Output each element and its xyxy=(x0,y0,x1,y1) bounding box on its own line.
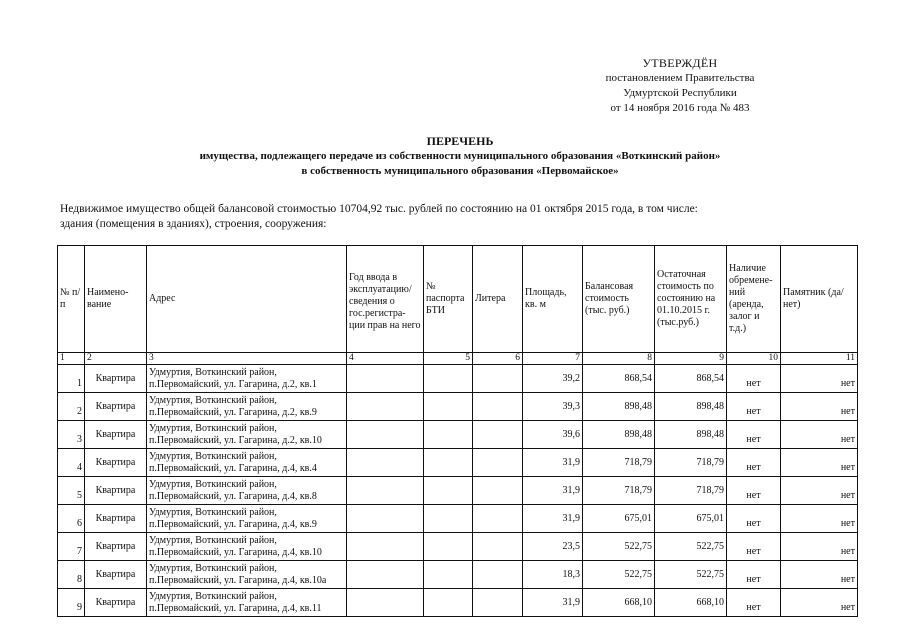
year-cell xyxy=(347,365,424,393)
approval-line: Удмуртской Республики xyxy=(623,87,737,99)
approval-block xyxy=(560,56,800,116)
approval-date-line: от 14 ноября 2016 года № 483 xyxy=(610,102,750,114)
letter-cell xyxy=(473,421,523,449)
column-number: 11 xyxy=(781,353,858,365)
approval-line: постановлением Правительства xyxy=(605,72,755,84)
bti-passport-cell xyxy=(424,589,473,617)
balance-value: 718,79 xyxy=(583,449,655,477)
encumbrance-value: нет xyxy=(727,365,781,393)
address-cell xyxy=(147,449,347,477)
column-header: Памятник (да/нет) xyxy=(781,246,858,353)
letter-cell xyxy=(473,477,523,505)
table-row xyxy=(58,561,858,589)
address-cell xyxy=(147,589,347,617)
row-number: 7 xyxy=(58,533,85,561)
column-number: 3 xyxy=(147,353,347,365)
address-line: п.Первомайский, ул. Гагарина, д.4, кв.4 xyxy=(149,462,317,474)
address-line: Удмуртия, Воткинский район, xyxy=(149,534,277,546)
intro-line: здания (помещения в зданиях), строения, сооружения: xyxy=(60,218,327,230)
balance-value: 675,01 xyxy=(583,505,655,533)
row-number: 9 xyxy=(58,589,85,617)
row-number: 5 xyxy=(58,477,85,505)
address-line: Удмуртия, Воткинский район, xyxy=(149,562,277,574)
year-cell xyxy=(347,505,424,533)
encumbrance-value: нет xyxy=(727,589,781,617)
encumbrance-value: нет xyxy=(727,421,781,449)
column-header: Наимено-вание xyxy=(85,246,147,353)
address-cell xyxy=(147,393,347,421)
column-header: Балансовая стоимость (тыс. руб.) xyxy=(583,246,655,353)
residual-value: 718,79 xyxy=(655,449,727,477)
year-cell xyxy=(347,561,424,589)
address-line: п.Первомайский, ул. Гагарина, д.4, кв.8 xyxy=(149,490,317,502)
bti-passport-cell xyxy=(424,505,473,533)
column-number: 5 xyxy=(424,353,473,365)
table-row xyxy=(58,533,858,561)
document-subtitle: имущества, подлежащего передаче из собственности муниципального образования «Воткинский район» xyxy=(199,150,721,162)
column-number: 7 xyxy=(523,353,583,365)
address-line: п.Первомайский, ул. Гагарина, д.4, кв.9 xyxy=(149,518,317,530)
row-number: 1 xyxy=(58,365,85,393)
column-number: 8 xyxy=(583,353,655,365)
table-header-row xyxy=(58,246,858,353)
row-number: 2 xyxy=(58,393,85,421)
address-line: Удмуртия, Воткинский район, xyxy=(149,506,277,518)
column-number: 2 xyxy=(85,353,147,365)
monument-value: нет xyxy=(781,561,858,589)
monument-value: нет xyxy=(781,477,858,505)
bti-passport-cell xyxy=(424,393,473,421)
table-row xyxy=(58,505,858,533)
area-value: 31,9 xyxy=(523,477,583,505)
column-number: 4 xyxy=(347,353,424,365)
object-name: Квартира xyxy=(85,561,147,589)
balance-value: 868,54 xyxy=(583,365,655,393)
year-cell xyxy=(347,589,424,617)
residual-value: 868,54 xyxy=(655,365,727,393)
object-name: Квартира xyxy=(85,533,147,561)
address-line: п.Первомайский, ул. Гагарина, д.2, кв.10 xyxy=(149,434,322,446)
area-value: 18,3 xyxy=(523,561,583,589)
letter-cell xyxy=(473,589,523,617)
area-value: 39,6 xyxy=(523,421,583,449)
table-row xyxy=(58,449,858,477)
column-header: Площадь, кв. м xyxy=(523,246,583,353)
column-header: № п/п xyxy=(58,246,85,353)
table-row xyxy=(58,365,858,393)
bti-passport-cell xyxy=(424,561,473,589)
column-header: № паспорта БТИ xyxy=(424,246,473,353)
object-name: Квартира xyxy=(85,505,147,533)
address-cell xyxy=(147,477,347,505)
encumbrance-value: нет xyxy=(727,449,781,477)
address-line: Удмуртия, Воткинский район, xyxy=(149,590,277,602)
area-value: 39,2 xyxy=(523,365,583,393)
letter-cell xyxy=(473,561,523,589)
residual-value: 675,01 xyxy=(655,505,727,533)
bti-passport-cell xyxy=(424,477,473,505)
residual-value: 898,48 xyxy=(655,393,727,421)
encumbrance-value: нет xyxy=(727,533,781,561)
monument-value: нет xyxy=(781,533,858,561)
area-value: 31,9 xyxy=(523,505,583,533)
address-line: Удмуртия, Воткинский район, xyxy=(149,422,277,434)
balance-value: 522,75 xyxy=(583,561,655,589)
intro-line: Недвижимое имущество общей балансовой стоимостью 10704,92 тыс. рублей по состоянию на 01 октября 2015 года, в том числе: xyxy=(60,203,698,215)
address-line: Удмуртия, Воткинский район, xyxy=(149,366,277,378)
encumbrance-value: нет xyxy=(727,477,781,505)
address-line: Удмуртия, Воткинский район, xyxy=(149,478,277,490)
column-header: Остаточная стоимость по состоянию на 01.10.2015 г. (тыс.руб.) xyxy=(655,246,727,353)
letter-cell xyxy=(473,393,523,421)
column-number: 1 xyxy=(58,353,85,365)
row-number: 4 xyxy=(58,449,85,477)
letter-cell xyxy=(473,505,523,533)
document-title: ПЕРЕЧЕНЬ xyxy=(426,134,494,148)
balance-value: 668,10 xyxy=(583,589,655,617)
area-value: 31,9 xyxy=(523,449,583,477)
address-line: п.Первомайский, ул. Гагарина, д.2, кв.9 xyxy=(149,406,317,418)
column-header: Литера xyxy=(473,246,523,353)
bti-passport-cell xyxy=(424,533,473,561)
monument-value: нет xyxy=(781,393,858,421)
encumbrance-value: нет xyxy=(727,561,781,589)
column-number: 9 xyxy=(655,353,727,365)
monument-value: нет xyxy=(781,589,858,617)
residual-value: 668,10 xyxy=(655,589,727,617)
area-value: 23,5 xyxy=(523,533,583,561)
year-cell xyxy=(347,421,424,449)
address-line: п.Первомайский, ул. Гагарина, д.2, кв.1 xyxy=(149,378,317,390)
bti-passport-cell xyxy=(424,449,473,477)
table-row xyxy=(58,421,858,449)
address-cell xyxy=(147,533,347,561)
residual-value: 898,48 xyxy=(655,421,727,449)
document-subtitle: в собственность муниципального образования «Первомайское» xyxy=(301,165,619,177)
row-number: 3 xyxy=(58,421,85,449)
address-line: Удмуртия, Воткинский район, xyxy=(149,394,277,406)
letter-cell xyxy=(473,533,523,561)
object-name: Квартира xyxy=(85,365,147,393)
address-cell xyxy=(147,505,347,533)
monument-value: нет xyxy=(781,449,858,477)
object-name: Квартира xyxy=(85,449,147,477)
column-header: Адрес xyxy=(147,246,347,353)
year-cell xyxy=(347,393,424,421)
monument-value: нет xyxy=(781,365,858,393)
address-line: п.Первомайский, ул. Гагарина, д.4, кв.10а xyxy=(149,574,327,586)
residual-value: 718,79 xyxy=(655,477,727,505)
bti-passport-cell xyxy=(424,365,473,393)
year-cell xyxy=(347,477,424,505)
column-header: Год ввода в эксплуатацию/ сведения о гос.регистра-ции прав на него xyxy=(347,246,424,353)
letter-cell xyxy=(473,449,523,477)
row-number: 8 xyxy=(58,561,85,589)
intro-text xyxy=(60,202,880,232)
object-name: Квартира xyxy=(85,393,147,421)
table-row xyxy=(58,477,858,505)
residual-value: 522,75 xyxy=(655,561,727,589)
monument-value: нет xyxy=(781,421,858,449)
object-name: Квартира xyxy=(85,421,147,449)
balance-value: 898,48 xyxy=(583,393,655,421)
encumbrance-value: нет xyxy=(727,393,781,421)
approval-title: УТВЕРЖДЁН xyxy=(642,56,718,70)
address-cell xyxy=(147,365,347,393)
document-heading xyxy=(80,134,840,179)
address-line: п.Первомайский, ул. Гагарина, д.4, кв.11 xyxy=(149,602,322,614)
area-value: 39,3 xyxy=(523,393,583,421)
balance-value: 522,75 xyxy=(583,533,655,561)
object-name: Квартира xyxy=(85,477,147,505)
balance-value: 718,79 xyxy=(583,477,655,505)
column-number: 10 xyxy=(727,353,781,365)
encumbrance-value: нет xyxy=(727,505,781,533)
address-cell xyxy=(147,561,347,589)
column-header: Наличие обремене-ний (аренда, залог и т.д.) xyxy=(727,246,781,353)
balance-value: 898,48 xyxy=(583,421,655,449)
address-line: Удмуртия, Воткинский район, xyxy=(149,450,277,462)
monument-value: нет xyxy=(781,505,858,533)
column-number: 6 xyxy=(473,353,523,365)
year-cell xyxy=(347,449,424,477)
property-table xyxy=(57,245,858,617)
row-number: 6 xyxy=(58,505,85,533)
address-line: п.Первомайский, ул. Гагарина, д.4, кв.10 xyxy=(149,546,322,558)
column-number-row xyxy=(58,353,858,365)
table-row xyxy=(58,393,858,421)
letter-cell xyxy=(473,365,523,393)
table-row xyxy=(58,589,858,617)
area-value: 31,9 xyxy=(523,589,583,617)
object-name: Квартира xyxy=(85,589,147,617)
bti-passport-cell xyxy=(424,421,473,449)
address-cell xyxy=(147,421,347,449)
residual-value: 522,75 xyxy=(655,533,727,561)
year-cell xyxy=(347,533,424,561)
